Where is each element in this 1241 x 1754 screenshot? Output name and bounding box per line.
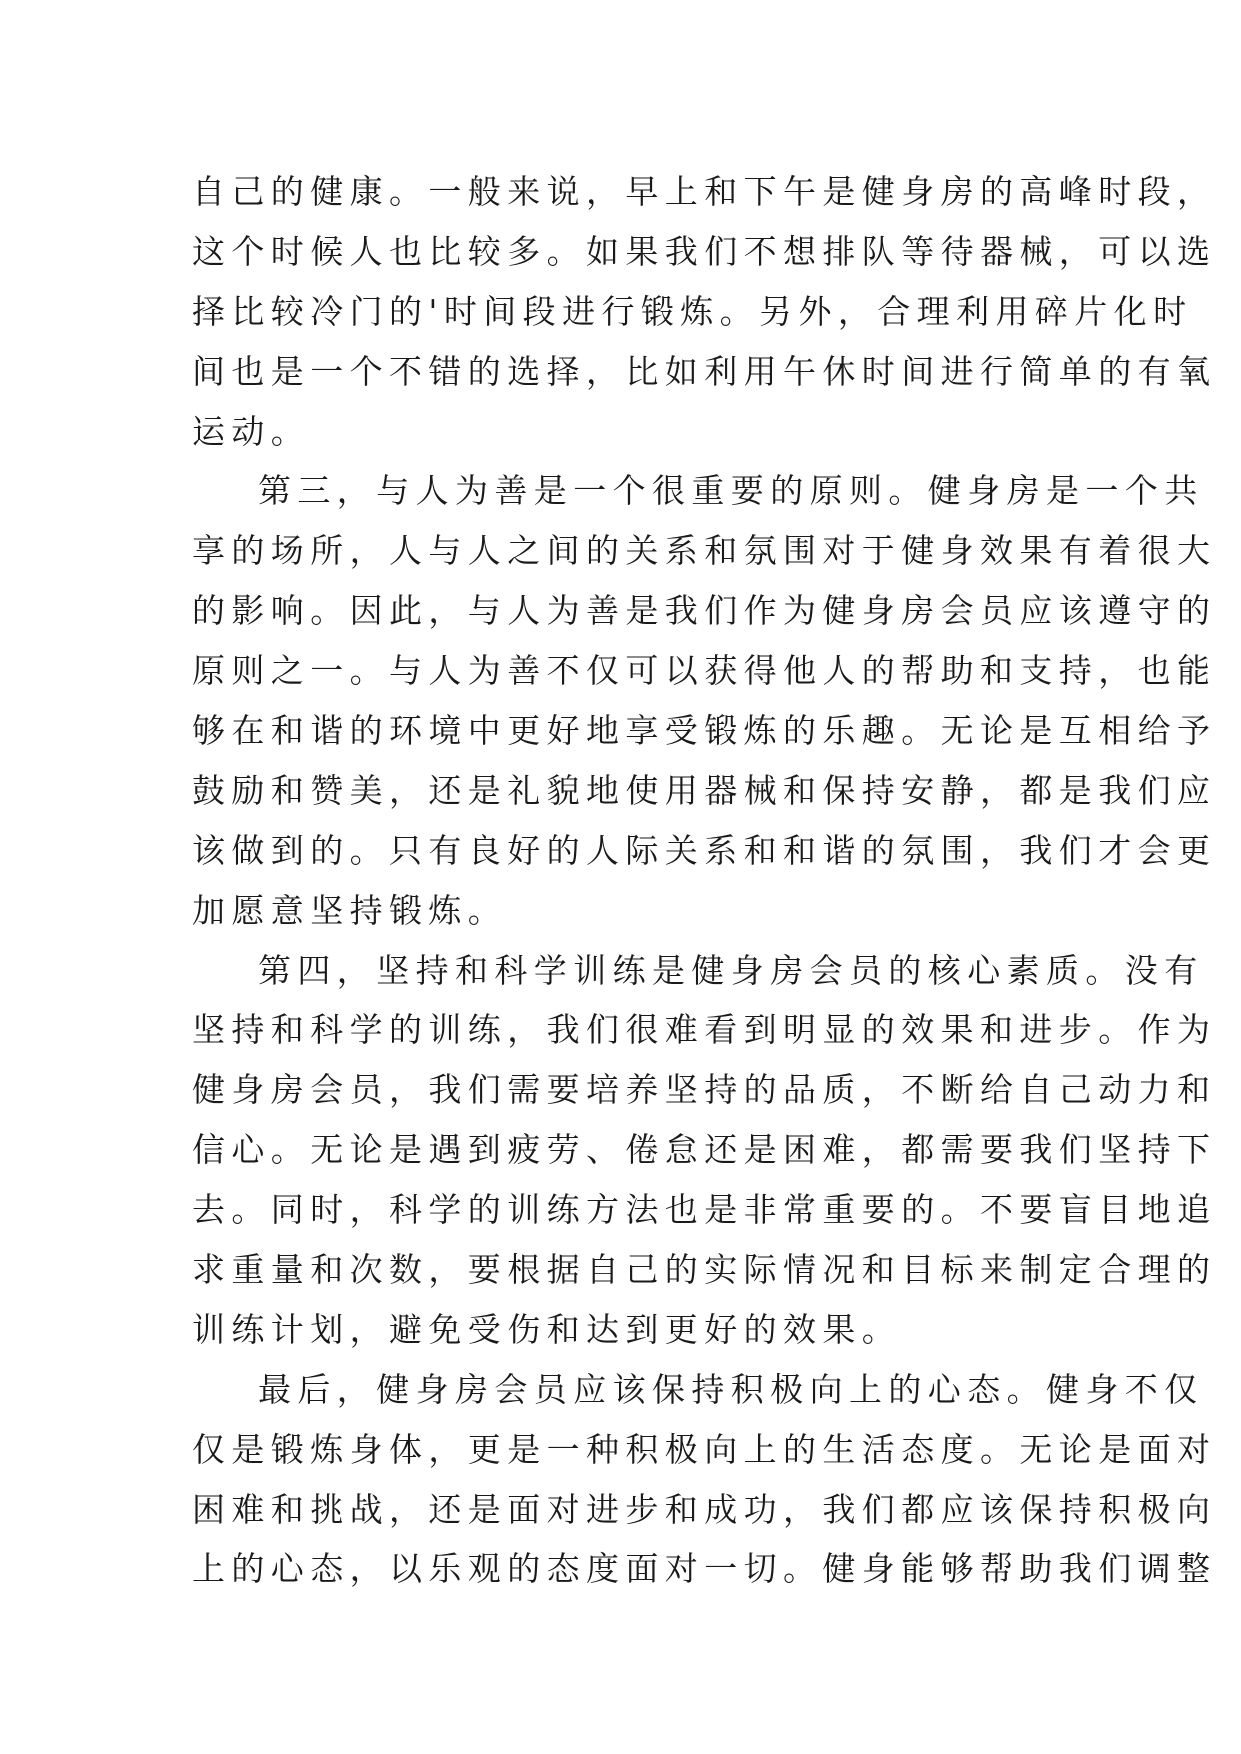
text-line: 求重量和次数，要根据自己的实际情况和目标来制定合理的 — [192, 1250, 1217, 1290]
text-line: 仅是锻炼身体，更是一种积极向上的生活态度。无论是面对 — [192, 1429, 1217, 1469]
text-line: 加愿意坚持锻炼。 — [192, 890, 508, 930]
text-line: 健身房会员，我们需要培养坚持的品质，不断给自己动力和 — [192, 1070, 1217, 1110]
text-line: 够在和谐的环境中更好地享受锻炼的乐趣。无论是互相给予 — [192, 711, 1217, 751]
text-line: 运动。 — [192, 411, 311, 451]
text-line: 间也是一个不错的选择，比如利用午休时间进行简单的有氧 — [192, 351, 1217, 391]
paragraph-first-line: 第三，与人为善是一个很重要的原则。健身房是一个共 — [258, 471, 1204, 511]
text-line: 该做到的。只有良好的人际关系和和谐的氛围，我们才会更 — [192, 830, 1217, 870]
paragraph-first-line: 最后，健身房会员应该保持积极向上的心态。健身不仅 — [258, 1369, 1204, 1409]
text-line: 训练计划，避免受伤和达到更好的效果。 — [192, 1309, 902, 1349]
paragraph-first-line: 第四，坚持和科学训练是健身房会员的核心素质。没有 — [258, 950, 1204, 990]
text-line: 享的场所，人与人之间的关系和氛围对于健身效果有着很大 — [192, 531, 1217, 571]
text-line: 坚持和科学的训练，我们很难看到明显的效果和进步。作为 — [192, 1010, 1217, 1050]
text-line: 鼓励和赞美，还是礼貌地使用器械和保持安静，都是我们应 — [192, 770, 1217, 810]
text-line: 的影响。因此，与人为善是我们作为健身房会员应该遵守的 — [192, 591, 1217, 631]
text-line: 上的心态，以乐观的态度面对一切。健身能够帮助我们调整 — [192, 1549, 1217, 1589]
text-line: 信心。无论是遇到疲劳、倦怠还是困难，都需要我们坚持下 — [192, 1130, 1217, 1170]
text-line: 去。同时，科学的训练方法也是非常重要的。不要盲目地追 — [192, 1190, 1217, 1230]
text-line: 这个时候人也比较多。如果我们不想排队等待器械，可以选 — [192, 231, 1217, 271]
text-line: 择比较冷门的'时间段进行锻炼。另外，合理利用碎片化时 — [192, 291, 1193, 331]
text-line: 自己的健康。一般来说，早上和下午是健身房的高峰时段， — [192, 172, 1217, 211]
body-text — [192, 162, 1217, 1599]
text-line: 原则之一。与人为善不仅可以获得他人的帮助和支持，也能 — [192, 651, 1217, 691]
text-line: 困难和挑战，还是面对进步和成功，我们都应该保持积极向 — [192, 1489, 1217, 1529]
